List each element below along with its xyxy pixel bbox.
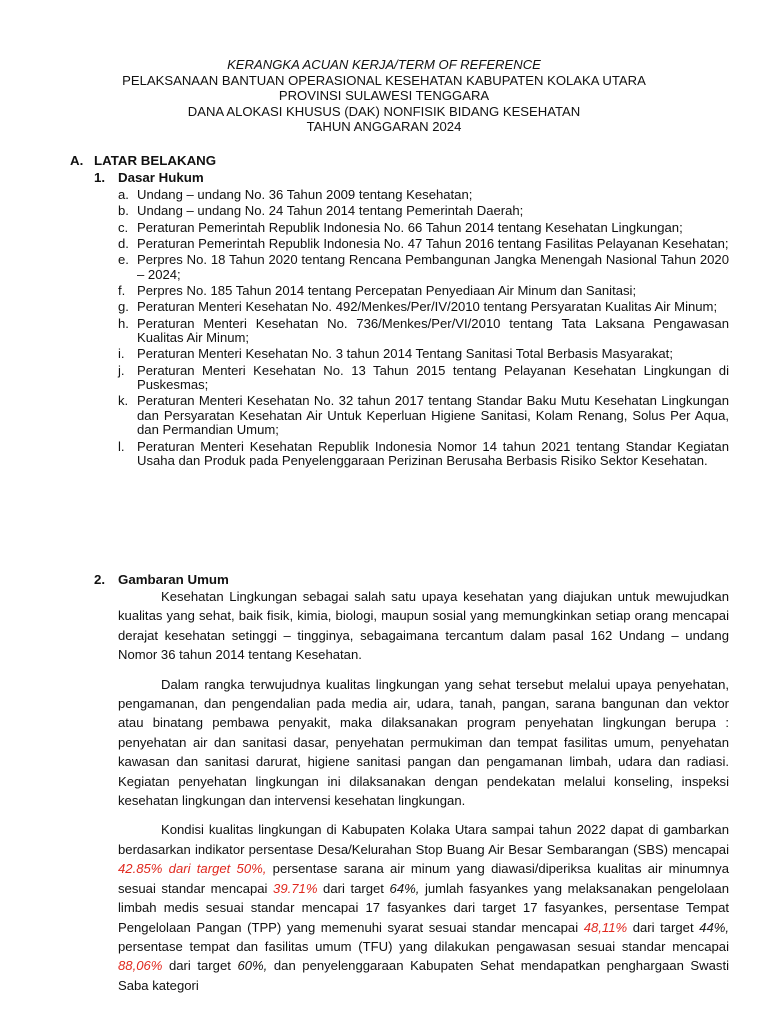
paragraph-text: jumlah fasyankes yang melaksanakan pengelolaan limbah medis sesuai standar mencapai 17 fasyankes dari target 17 fasyankes, persentase Tempat Pengelolaan Pangan (TPP) yang memenuhi syarat sesuai standar mencapai	[118, 880, 729, 935]
list-item-text: Peraturan Menteri Kesehatan No. 736/Menkes/Per/VI/2010 tentang Tata Laksana Pengawasan Kualitas Air Minum;	[137, 315, 729, 346]
list-item-text: Peraturan Menteri Kesehatan No. 3 tahun 2014 Tentang Sanitasi Total Berbasis Masyarakat;	[137, 346, 673, 362]
list-item-text: Perpres No. 185 Tahun 2014 tentang Percepatan Penyediaan Air Minum dan Sanitasi;	[137, 282, 637, 298]
list-item	[118, 300, 729, 315]
highlight-value: 42.85% dari target 50%,	[118, 861, 267, 877]
list-item	[118, 221, 729, 236]
list-marker: g.	[118, 299, 129, 315]
paragraph-text: dari target	[627, 919, 700, 935]
paragraph-text: dari target	[162, 958, 238, 974]
list-item-text: Undang – undang No. 36 Tahun 2009 tentang Kesehatan;	[137, 187, 473, 202]
header-funding-source: DANA ALOKASI KHUSUS (DAK) NONFISIK BIDANG KESEHATAN	[187, 103, 581, 119]
paragraph-text: dan penyelenggaraan Kabupaten Sehat mendapatkan penghargaan Swasti Saba kategori	[118, 958, 729, 993]
list-item	[118, 253, 729, 282]
target-value: 64%,	[389, 880, 420, 896]
paragraph-program: Dalam rangka terwujudnya kualitas lingkungan yang sehat tersebut melalui upaya penyehatan, pengamanan, dan pengendalian pada media air, udara, tanah, pangan, sarana bangunan dan vektor atau binatang pembawa penyakit, maka dilaksanakan program penyehatan lingkungan berupa : penyehatan air dan sanitasi dasar, penyehatan permukiman dan tempat fasilitas umum, penyehatan kawasan dan sanitasi darurat, higiene sanitasi pangan dan pengamanan limbah, udara dan radiasi. Kegiatan penyehatan lingkungan ini dilaksanakan dengan pendekatan melalui konseling, inspeksi kesehatan lingkungan dan intervensi kesehatan lingkungan.	[118, 676, 729, 809]
subsection-title: Dasar Hukum	[118, 170, 204, 185]
paragraph-text: Kondisi kualitas lingkungan di Kabupaten Kolaka Utara sampai tahun 2022 dapat di gambarkan berdasarkan indikator persentase Desa/Kelurahan Stop Buang Air Besar Sembarangan (SBS) mencapai	[118, 822, 729, 857]
list-item	[118, 237, 729, 252]
list-item	[118, 347, 729, 362]
list-item	[118, 204, 729, 219]
list-marker: a.	[118, 187, 129, 202]
list-marker: e.	[118, 252, 129, 268]
subsection-marker: 1.	[94, 170, 106, 185]
list-item-text: Peraturan Pemerintah Republik Indonesia No. 47 Tahun 2016 tentang Fasilitas Pelayanan Kesehatan;	[137, 235, 729, 251]
list-marker: b.	[118, 203, 129, 219]
section-heading-latar-belakang	[70, 153, 216, 169]
list-item	[118, 394, 729, 438]
list-item	[118, 284, 729, 299]
list-item-text: Peraturan Menteri Kesehatan No. 13 Tahun 2015 tentang Pelayanan Kesehatan Lingkungan di Puskesmas;	[137, 362, 729, 393]
list-item-text: Undang – undang No. 24 Tahun 2014 tentang Pemerintah Daerah;	[137, 203, 524, 219]
list-item	[118, 440, 729, 469]
header-tor-title: KERANGKA ACUAN KERJA/TERM OF REFERENCE	[227, 57, 541, 72]
list-item-text: Peraturan Pemerintah Republik Indonesia No. 66 Tahun 2014 tentang Kesehatan Lingkungan;	[137, 219, 683, 235]
subsection-title: Gambaran Umum	[118, 572, 229, 587]
list-item	[118, 188, 729, 203]
list-item	[118, 317, 729, 346]
list-marker: c.	[118, 219, 129, 235]
header-fiscal-year: TAHUN ANGGARAN 2024	[306, 119, 462, 135]
list-marker: f.	[118, 282, 126, 298]
list-marker: h.	[118, 315, 129, 331]
legal-basis-list	[118, 188, 729, 471]
list-item-text: Peraturan Menteri Kesehatan Republik Indonesia Nomor 14 tahun 2021 tentang Standar Kegiatan Usaha dan Produk pada Penyelenggaraan Perizinan Berusaha Berbasis Risiko Sektor Kesehatan.	[137, 438, 729, 469]
gambaran-umum-body	[118, 587, 729, 1005]
list-marker: l.	[118, 438, 125, 454]
section-marker: A.	[70, 153, 84, 168]
highlight-value: 88,06%	[118, 958, 163, 974]
paragraph-text: dari target	[317, 880, 390, 896]
paragraph-text: persentase sarana air minum yang diawasi/diperiksa kualitas air minumnya sesuai standar mencapai	[118, 861, 729, 896]
paragraph-conditions	[118, 820, 729, 995]
subsection-marker: 2.	[94, 572, 106, 587]
list-item	[118, 364, 729, 393]
list-marker: j.	[118, 362, 125, 378]
highlight-value: 48,11%	[583, 919, 628, 935]
list-item-text: Peraturan Menteri Kesehatan No. 32 tahun 2017 tentang Standar Baku Mutu Kesehatan Lingkungan dan Persyaratan Kesehatan Air Untuk Keperluan Higiene Sanitasi, Kolam Renang, Solus Per Aqua, dan Permandian Umum;	[137, 393, 729, 438]
document-header	[0, 57, 768, 135]
list-item-text: Perpres No. 18 Tahun 2020 tentang Rencana Pembangunan Jangka Menengah Nasional Tahun 2020 – 2024;	[137, 252, 729, 282]
list-item-text: Peraturan Menteri Kesehatan No. 492/Menkes/Per/IV/2010 tentang Persyaratan Kualitas Air Minum;	[137, 299, 718, 315]
subsection-heading-dasar-hukum	[94, 170, 204, 186]
list-marker: d.	[118, 235, 129, 251]
target-value: 44%,	[699, 919, 730, 935]
paragraph-definition: Kesehatan Lingkungan sebagai salah satu upaya kesehatan yang diajukan untuk mewujudkan kualitas yang sehat, baik fisik, kimia, biologi, maupun sosial yang memungkinkan setiap orang mencapai derajat kesehatan setinggi – tingginya, sebagaimana tercantum dalam pasal 162 Undang – undang Nomor 36 tahun 2014 tentang Kesehatan.	[118, 589, 729, 663]
target-value: 60%,	[237, 958, 268, 974]
header-program-title: PELAKSANAAN BANTUAN OPERASIONAL KESEHATAN KABUPATEN KOLAKA UTARA	[122, 72, 646, 88]
header-province: PROVINSI SULAWESI TENGGARA	[278, 88, 490, 104]
highlight-value: 39.71%	[273, 880, 318, 896]
paragraph-text: persentase tempat dan fasilitas umum (TFU) yang dilakukan pengawasan sesuai standar mencapai	[118, 938, 729, 954]
list-marker: k.	[118, 393, 129, 409]
subsection-heading-gambaran-umum	[94, 572, 229, 588]
list-marker: i.	[118, 346, 125, 362]
section-title: LATAR BELAKANG	[94, 153, 217, 168]
